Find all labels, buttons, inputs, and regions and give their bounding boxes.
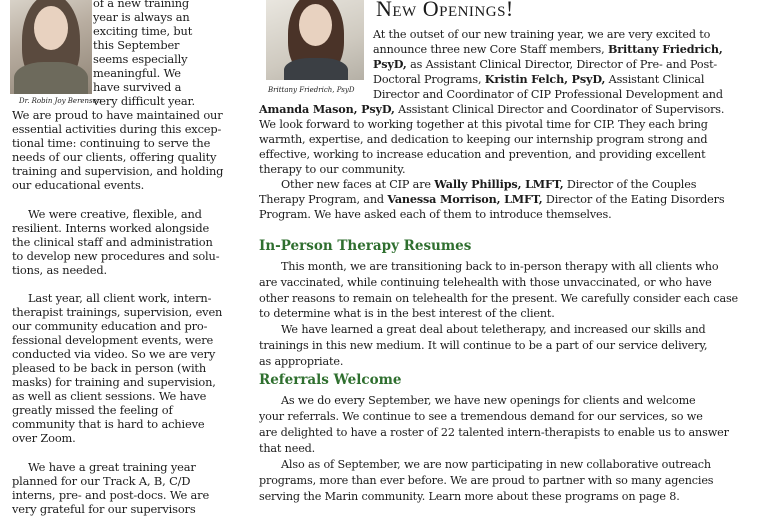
left-column-line: masks) for training and supervision,: [12, 375, 216, 389]
new-openings-line: Therapy Program, and Vanessa Morrison, LMFT, Director of the Eating Disorders: [259, 192, 725, 206]
left-column-line: greatly missed the feeling of: [12, 403, 173, 417]
left-column-line: resilient. Interns worked alongside: [12, 221, 210, 235]
caption-brittany: Brittany Friedrich, PsyD: [268, 86, 355, 94]
new-openings-line: Amanda Mason, PsyD, Assistant Clinical Director and Coordinator of Supervisors.: [259, 102, 725, 116]
left-column-line: over Zoom.: [12, 431, 76, 445]
left-column-line: our educational events.: [12, 178, 145, 192]
new-openings-line: effective, working to increase education and prevention, and providing excellent: [259, 148, 706, 161]
new-openings-line: announce three new Core Staff members, Brittany Friedrich,: [373, 42, 723, 56]
left-column-line: year is always an: [93, 10, 190, 24]
left-column-line: have survived a: [93, 80, 182, 94]
left-column-line: fessional development events, were: [12, 333, 214, 347]
left-column-line: conducted via video. So we are very: [12, 347, 216, 361]
new-openings-line: PsyD, as Assistant Clinical Director, Director of Pre- and Post-: [373, 57, 718, 71]
left-column-line: to develop new procedures and solu-: [12, 249, 220, 263]
left-column-line: our community education and pro-: [12, 319, 208, 333]
new-openings-line: Other new faces at CIP are Wally Phillips, LMFT, Director of the Couples: [281, 177, 697, 191]
left-column-line: seems especially: [93, 52, 188, 66]
left-column-line: therapist trainings, supervision, even: [12, 305, 223, 319]
referrals-line: serving the Marin community. Learn more about these programs on page 8.: [259, 490, 680, 503]
left-column-line: tions, as needed.: [12, 263, 107, 277]
new-openings-line: At the outset of our new training year, we are very excited to: [373, 28, 711, 41]
new-openings-line: Director and Coordinator of CIP Professional Development and: [373, 88, 723, 101]
left-column-line: this September: [93, 38, 180, 52]
left-column: [12, 0, 262, 516]
left-column-line: training and supervision, and holding: [12, 164, 224, 178]
inperson-line: are vaccinated, while continuing telehealth with those unvaccinated, or who have: [259, 275, 712, 289]
new-openings-line: Doctoral Programs, Kristin Felch, PsyD, Assistant Clinical: [373, 72, 705, 86]
heading-referrals: Referrals Welcome: [259, 372, 402, 388]
left-column-line: planned for our Track A, B, C/D: [12, 474, 191, 488]
left-column-line: meaningful. We: [93, 66, 181, 80]
referrals-line: Also as of September, we are now participating in new collaborative outreach: [281, 458, 711, 471]
left-column-line: as well as client sessions. We have: [12, 389, 207, 403]
referrals-line: programs, more than ever before. We are proud to partner with so many agencies: [259, 474, 714, 487]
left-column-line: interns, pre- and post-docs. We are: [12, 488, 210, 502]
left-column-line: very grateful for our supervisors: [12, 502, 196, 516]
left-column-line: exciting time, but: [93, 24, 193, 38]
referrals-line: are delighted to have a roster of 22 talented intern-therapists to enable us to answer: [259, 426, 729, 439]
inperson-line: trainings in this new medium. It will continue to be a part of our service delivery,: [259, 339, 708, 352]
left-column-line: We are proud to have maintained our: [12, 108, 223, 122]
left-column-line: pleased to be back in person (with: [12, 361, 207, 375]
photo-brittany-friedrich: [266, 0, 364, 80]
caption-robin: Dr. Robin Joy Berenson: [19, 97, 102, 105]
left-column-line: We have a great training year: [28, 460, 196, 474]
inperson-line: other reasons to remain on telehealth for the present. We carefully consider each case: [259, 291, 739, 305]
left-column-line: the clinical staff and administration: [12, 235, 213, 249]
left-column-line: tional time: continuing to serve the: [12, 136, 211, 150]
referrals-line: that need.: [259, 442, 316, 455]
left-column-line: Last year, all client work, intern-: [28, 291, 212, 305]
left-column-line: of a new training: [93, 0, 190, 10]
heading-inperson: In-Person Therapy Resumes: [259, 238, 472, 254]
left-column-line: community that is hard to achieve: [12, 417, 205, 431]
left-column-line: We were creative, flexible, and: [28, 207, 202, 221]
new-openings-line: therapy to our community.: [259, 163, 406, 176]
left-column-line: needs of our clients, offering quality: [12, 150, 217, 164]
new-openings-line: Program. We have asked each of them to introduce themselves.: [259, 208, 612, 221]
referrals-line: As we do every September, we have new openings for clients and welcome: [281, 394, 696, 407]
left-column-line: very difficult year.: [93, 94, 196, 108]
article-title: New Openings!: [376, 0, 514, 21]
inperson-line: to determine what is in the best interest of the client.: [259, 307, 555, 321]
referrals-line: your referrals. We continue to see a tremendous demand for our services, so we: [259, 410, 703, 423]
new-openings-line: warmth, expertise, and dedication to keeping our internship program strong and: [259, 133, 708, 146]
left-column-line: essential activities during this excep-: [12, 122, 222, 136]
inperson-line: as appropriate.: [259, 354, 344, 368]
new-openings-line: We look forward to working together at this pivotal time for CIP. They each bring: [259, 118, 708, 131]
inperson-line: We have learned a great deal about teletherapy, and increased our skills and: [281, 323, 706, 337]
inperson-line: This month, we are transitioning back to in-person therapy with all clients who: [281, 260, 719, 273]
